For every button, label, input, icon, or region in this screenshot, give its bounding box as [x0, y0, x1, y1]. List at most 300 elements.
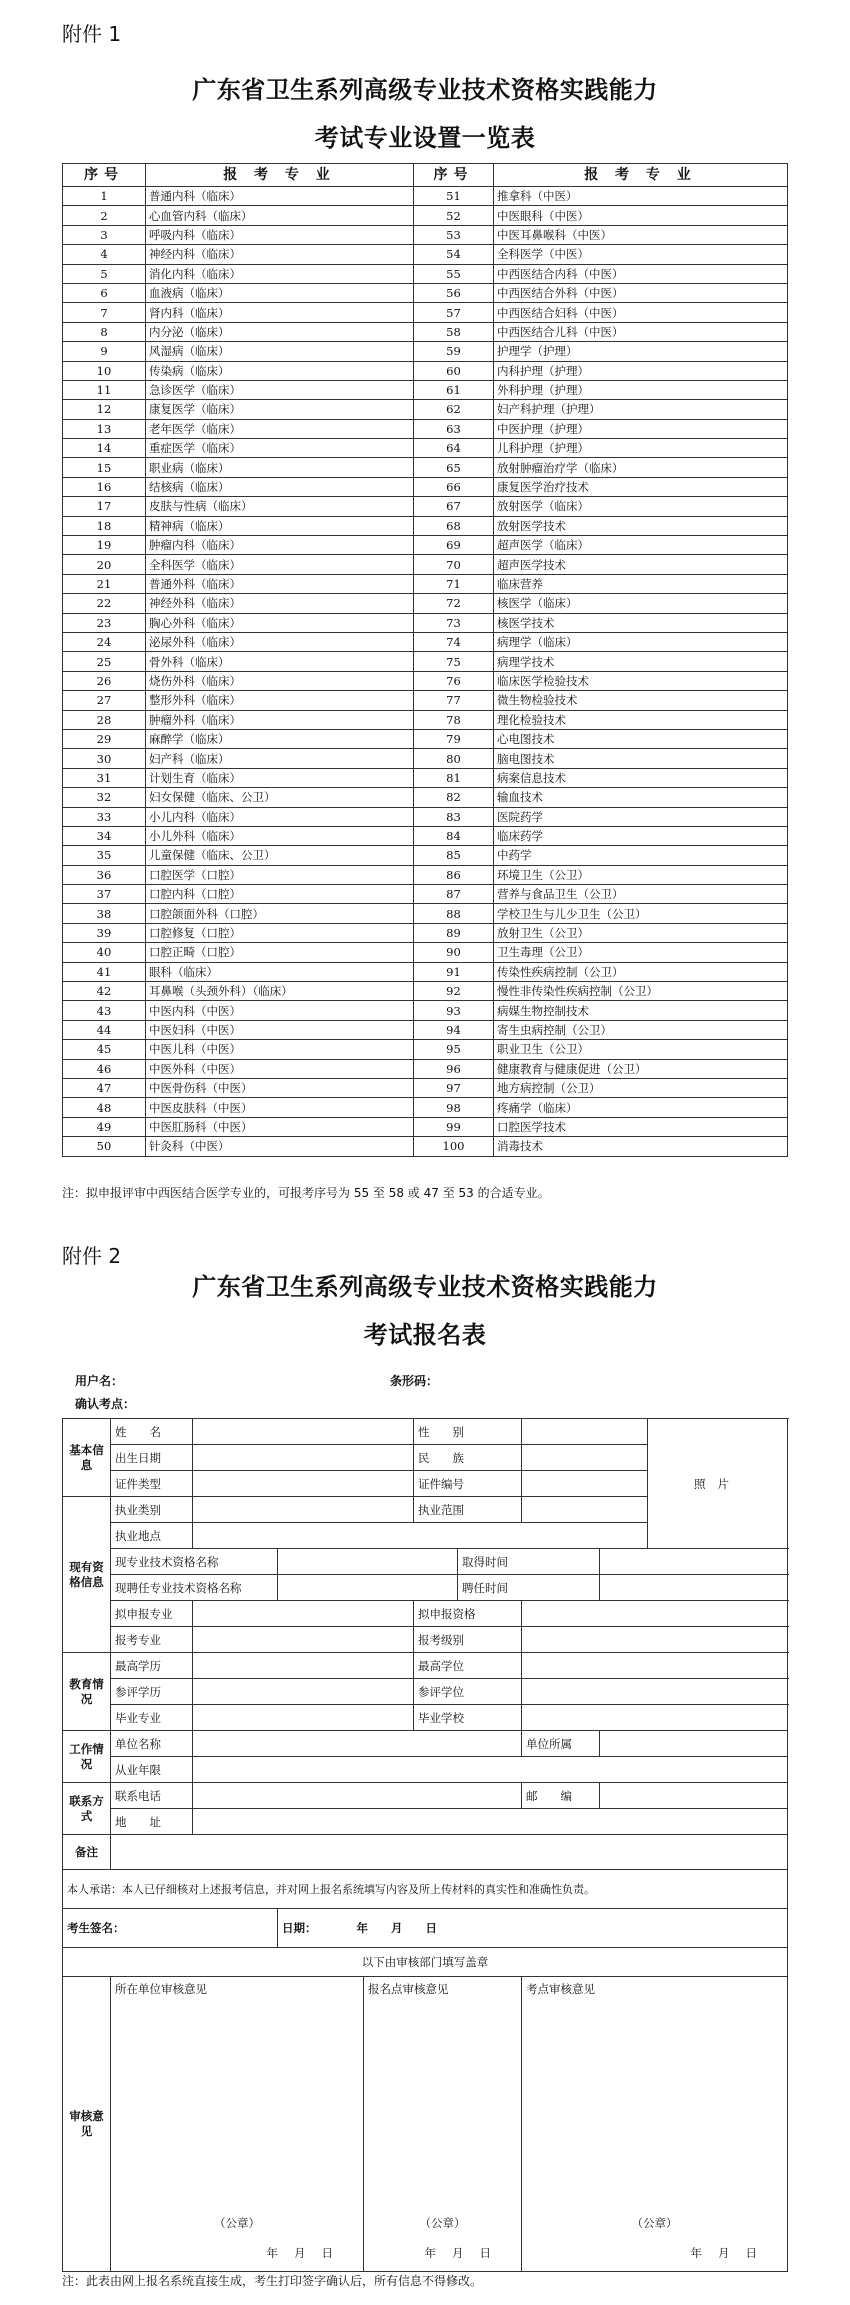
- table-row: [63, 632, 788, 651]
- audit-banner: 以下由审核部门填写盖章: [63, 1948, 788, 1977]
- obtain-time-label: 取得时间: [458, 1549, 600, 1575]
- specialty-name: 内科护理（护理）: [494, 361, 788, 380]
- specialty-seq: 26: [63, 671, 146, 690]
- attachment-1-note: 注：拟申报评审中西医结合医学专业的，可报考序号为 55 至 58 或 47 至 53 的合适专业。: [62, 1186, 550, 1200]
- gender-label: 性 别: [414, 1419, 522, 1445]
- address-label: 地 址: [111, 1809, 193, 1835]
- specialty-seq: 20: [63, 555, 146, 574]
- specialty-seq: 90: [414, 943, 494, 962]
- signature-field[interactable]: [63, 1909, 278, 1948]
- specialty-name: 麻醉学（临床）: [146, 729, 414, 748]
- specialty-name: 病案信息技术: [494, 768, 788, 787]
- postcode-label: 邮 编: [522, 1783, 600, 1809]
- attachment-2-title-line2: 考试报名表: [363, 1320, 487, 1349]
- specialty-seq: 14: [63, 439, 146, 458]
- specialty-name: 临床药学: [494, 826, 788, 845]
- specialty-name: 传染性疾病控制（公卫）: [494, 962, 788, 981]
- specialty-name: 中医儿科（中医）: [146, 1040, 414, 1059]
- specialty-name: 小儿内科（临床）: [146, 807, 414, 826]
- specialty-seq: 41: [63, 962, 146, 981]
- id-type-label: 证件类型: [111, 1471, 193, 1497]
- specialty-name: 烧伤外科（临床）: [146, 671, 414, 690]
- photo-box[interactable]: 照片: [648, 1419, 788, 1549]
- specialty-name: 医院药学: [494, 807, 788, 826]
- table-row: [63, 594, 788, 613]
- specialty-seq: 97: [414, 1078, 494, 1097]
- table-row: [63, 846, 788, 865]
- specialty-name: 神经外科（临床）: [146, 594, 414, 613]
- specialty-name: 放射医学技术: [494, 516, 788, 535]
- specialty-seq: 35: [63, 846, 146, 865]
- specialty-name: 疼痛学（临床）: [494, 1098, 788, 1117]
- specialty-name: 地方病控制（公卫）: [494, 1078, 788, 1097]
- postcode-field[interactable]: [600, 1783, 788, 1809]
- highest-degree-field[interactable]: [522, 1653, 788, 1679]
- eval-degree-field[interactable]: [522, 1679, 788, 1705]
- specialty-name: 环境卫生（公卫）: [494, 865, 788, 884]
- table-row: [63, 1137, 788, 1156]
- specialty-seq: 8: [63, 322, 146, 341]
- specialty-seq: 58: [414, 322, 494, 341]
- table-row: [63, 225, 788, 244]
- specialty-seq: 78: [414, 710, 494, 729]
- table-row: [63, 458, 788, 477]
- specialty-name: 职业病（临床）: [146, 458, 414, 477]
- practice-type-field[interactable]: [193, 1497, 414, 1523]
- section-work: 工作情况: [63, 1731, 111, 1783]
- specialty-name: 结核病（临床）: [146, 477, 414, 496]
- user-name-label: 用户名：: [75, 1374, 124, 1388]
- specialty-seq: 23: [63, 613, 146, 632]
- table-row: [63, 361, 788, 380]
- section-basic-info: 基本信息: [63, 1419, 111, 1497]
- specialty-seq: 88: [414, 904, 494, 923]
- specialty-seq: 55: [414, 264, 494, 283]
- table-row: [63, 419, 788, 438]
- specialty-name: 老年医学（临床）: [146, 419, 414, 438]
- specialty-name: 泌尿外科（临床）: [146, 632, 414, 651]
- specialty-name: 针灸科（中医）: [146, 1137, 414, 1156]
- audit-site-seal: （公章）: [419, 2216, 466, 2230]
- apply-qual-field[interactable]: [522, 1601, 788, 1627]
- gender-field[interactable]: [522, 1419, 648, 1445]
- table-row: [63, 439, 788, 458]
- specialty-name: 推拿科（中医）: [494, 187, 788, 206]
- table-row: [63, 1001, 788, 1020]
- audit-unit-title: 所在单位审核意见: [115, 1982, 207, 1996]
- specialty-seq: 24: [63, 632, 146, 651]
- specialty-name: 超声医学技术: [494, 555, 788, 574]
- work-years-label: 从业年限: [111, 1757, 193, 1783]
- eval-degree-label: 参评学位: [414, 1679, 522, 1705]
- specialty-seq: 43: [63, 1001, 146, 1020]
- specialty-seq: 57: [414, 303, 494, 322]
- specialty-name: 外科护理（护理）: [494, 380, 788, 399]
- table-row: [63, 264, 788, 283]
- table-row: [63, 187, 788, 206]
- audit-exam-box[interactable]: [522, 1977, 788, 2272]
- employer-location-field[interactable]: [600, 1731, 788, 1757]
- exam-major-label: 报考专业: [111, 1627, 193, 1653]
- specialty-seq: 1: [63, 187, 146, 206]
- specialty-name: 口腔修复（口腔）: [146, 923, 414, 942]
- specialty-name: 放射卫生（公卫）: [494, 923, 788, 942]
- specialty-name: 胸心外科（临床）: [146, 613, 414, 632]
- table-row: [63, 1117, 788, 1136]
- specialty-table: [62, 163, 788, 1157]
- specialty-seq: 45: [63, 1040, 146, 1059]
- specialty-name: 全科医学（中医）: [494, 245, 788, 264]
- specialty-seq: 4: [63, 245, 146, 264]
- audit-exam-date: 年月日: [690, 2246, 773, 2260]
- specialty-seq: 51: [414, 187, 494, 206]
- table-row: [63, 768, 788, 787]
- specialty-name: 理化检验技术: [494, 710, 788, 729]
- exam-major-field[interactable]: [193, 1627, 414, 1653]
- specialty-seq: 66: [414, 477, 494, 496]
- attachment-2-title-line1: 广东省卫生系列高级专业技术资格实践能力: [192, 1272, 658, 1301]
- table-row: [63, 574, 788, 593]
- specialty-name: 内分泌（临床）: [146, 322, 414, 341]
- specialty-name: 重症医学（临床）: [146, 439, 414, 458]
- table-row: [63, 1040, 788, 1059]
- specialty-seq: 65: [414, 458, 494, 477]
- specialty-name: 中医妇科（中医）: [146, 1020, 414, 1039]
- specialty-seq: 96: [414, 1059, 494, 1078]
- specialty-name: 口腔内科（口腔）: [146, 885, 414, 904]
- practice-scope-field[interactable]: [522, 1497, 648, 1523]
- audit-site-title: 报名点审核意见: [368, 1982, 449, 1996]
- section-audit: 审核意见: [63, 1977, 111, 2272]
- table-row: [63, 710, 788, 729]
- employer-label: 单位名称: [111, 1731, 193, 1757]
- specialty-name: 儿童保健（临床、公卫）: [146, 846, 414, 865]
- section-education: 教育情况: [63, 1653, 111, 1731]
- specialty-seq: 27: [63, 691, 146, 710]
- specialty-seq: 32: [63, 788, 146, 807]
- specialty-seq: 53: [414, 225, 494, 244]
- table-row: [63, 962, 788, 981]
- exam-level-field[interactable]: [522, 1627, 788, 1653]
- name-field[interactable]: [193, 1419, 414, 1445]
- specialty-seq: 28: [63, 710, 146, 729]
- table-row: [63, 400, 788, 419]
- specialty-seq: 72: [414, 594, 494, 613]
- specialty-seq: 9: [63, 342, 146, 361]
- specialty-seq: 50: [63, 1137, 146, 1156]
- specialty-name: 放射医学（临床）: [494, 497, 788, 516]
- birth-field[interactable]: [193, 1445, 414, 1471]
- grad-school-label: 毕业学校: [414, 1705, 522, 1731]
- eval-edu-field[interactable]: [193, 1679, 414, 1705]
- practice-scope-label: 执业范围: [414, 1497, 522, 1523]
- signature-date-field[interactable]: [278, 1909, 788, 1948]
- specialty-name: 消化内科（临床）: [146, 264, 414, 283]
- audit-unit-seal: （公章）: [214, 2216, 260, 2230]
- grad-major-field[interactable]: [193, 1705, 414, 1731]
- specialty-seq: 30: [63, 749, 146, 768]
- employer-location-label: 单位所属: [522, 1731, 600, 1757]
- address-field[interactable]: [193, 1809, 788, 1835]
- specialty-seq: 62: [414, 400, 494, 419]
- specialty-seq: 2: [63, 206, 146, 225]
- table-row: [63, 671, 788, 690]
- specialty-name: 普通外科（临床）: [146, 574, 414, 593]
- specialty-seq: 11: [63, 380, 146, 399]
- specialty-seq: 94: [414, 1020, 494, 1039]
- attachment-1-title-line2: 考试专业设置一览表: [314, 123, 536, 152]
- table-row: [63, 1098, 788, 1117]
- table-row: [63, 1020, 788, 1039]
- highest-edu-label: 最高学历: [111, 1653, 193, 1679]
- table-row: [63, 807, 788, 826]
- specialty-seq: 100: [414, 1137, 494, 1156]
- specialty-seq: 52: [414, 206, 494, 225]
- table-row: [63, 245, 788, 264]
- table-row: [63, 826, 788, 845]
- table-row: [63, 536, 788, 555]
- specialty-seq: 98: [414, 1098, 494, 1117]
- specialty-name: 小儿外科（临床）: [146, 826, 414, 845]
- table-row: [63, 613, 788, 632]
- specialty-seq: 29: [63, 729, 146, 748]
- specialty-seq: 34: [63, 826, 146, 845]
- specialty-name: 口腔颌面外科（口腔）: [146, 904, 414, 923]
- specialty-name: 中医皮肤科（中医）: [146, 1098, 414, 1117]
- table-row: [63, 303, 788, 322]
- audit-exam-seal: （公章）: [631, 2216, 678, 2230]
- remarks-field[interactable]: [111, 1835, 788, 1870]
- specialty-name: 康复医学（临床）: [146, 400, 414, 419]
- barcode-label: 条形码：: [390, 1374, 439, 1388]
- signature-label: 考生签名：: [67, 1921, 125, 1935]
- specialty-name: 核医学技术: [494, 613, 788, 632]
- specialty-name: 中医外科（中医）: [146, 1059, 414, 1078]
- id-type-field[interactable]: [193, 1471, 414, 1497]
- specialty-name: 肿瘤外科（临床）: [146, 710, 414, 729]
- header-seq-right: 序号: [414, 164, 494, 187]
- specialty-name: 脑电图技术: [494, 749, 788, 768]
- apply-qual-label: 拟申报资格: [414, 1601, 522, 1627]
- specialty-name: 肾内科（临床）: [146, 303, 414, 322]
- specialty-seq: 99: [414, 1117, 494, 1136]
- specialty-seq: 80: [414, 749, 494, 768]
- specialty-name: 全科医学（临床）: [146, 555, 414, 574]
- attachment-1-title-line1: 广东省卫生系列高级专业技术资格实践能力: [192, 75, 658, 104]
- attachment-2-note: 注：此表由网上报名系统直接生成，考生打印签字确认后，所有信息不得修改。: [62, 2274, 483, 2288]
- ethnicity-field[interactable]: [522, 1445, 648, 1471]
- specialty-name: 精神病（临床）: [146, 516, 414, 535]
- specialty-name: 皮肤与性病（临床）: [146, 497, 414, 516]
- specialty-seq: 79: [414, 729, 494, 748]
- specialty-name: 学校卫生与儿少卫生（公卫）: [494, 904, 788, 923]
- work-years-field[interactable]: [193, 1757, 788, 1783]
- specialty-seq: 49: [63, 1117, 146, 1136]
- specialty-name: 急诊医学（临床）: [146, 380, 414, 399]
- specialty-name: 输血技术: [494, 788, 788, 807]
- header-seq-left: 序号: [63, 164, 146, 187]
- specialty-seq: 21: [63, 574, 146, 593]
- audit-unit-box[interactable]: [111, 1977, 364, 2272]
- specialty-seq: 7: [63, 303, 146, 322]
- specialty-name: 计划生育（临床）: [146, 768, 414, 787]
- specialty-seq: 18: [63, 516, 146, 535]
- table-row: [63, 943, 788, 962]
- current-post-field[interactable]: [278, 1575, 458, 1601]
- specialty-seq: 33: [63, 807, 146, 826]
- birth-label: 出生日期: [111, 1445, 193, 1471]
- specialty-seq: 71: [414, 574, 494, 593]
- practice-type-label: 执业类别: [111, 1497, 193, 1523]
- audit-site-box[interactable]: [364, 1977, 522, 2272]
- id-number-field[interactable]: [522, 1471, 648, 1497]
- confirm-site-label: 确认考点：: [75, 1397, 136, 1411]
- specialty-name: 耳鼻喉（头颈外科）（临床）: [146, 982, 414, 1001]
- phone-field[interactable]: [193, 1783, 522, 1809]
- audit-site-date: 年月日: [424, 2246, 507, 2260]
- specialty-name: 中药学: [494, 846, 788, 865]
- table-row: [63, 729, 788, 748]
- specialty-seq: 46: [63, 1059, 146, 1078]
- specialty-name: 核医学（临床）: [494, 594, 788, 613]
- specialty-name: 病理学技术: [494, 652, 788, 671]
- specialty-seq: 86: [414, 865, 494, 884]
- specialty-seq: 95: [414, 1040, 494, 1059]
- grad-major-label: 毕业专业: [111, 1705, 193, 1731]
- ethnicity-label: 民 族: [414, 1445, 522, 1471]
- attachment-1-label: 附件 1: [62, 22, 122, 46]
- specialty-name: 临床营养: [494, 574, 788, 593]
- specialty-name: 整形外科（临床）: [146, 691, 414, 710]
- hire-time-label: 聘任时间: [458, 1575, 600, 1601]
- table-row: [63, 885, 788, 904]
- specialty-name: 口腔医学（口腔）: [146, 865, 414, 884]
- table-row: [63, 652, 788, 671]
- specialty-seq: 59: [414, 342, 494, 361]
- header-major-right: 报 考 专 业: [494, 164, 788, 187]
- table-row: [63, 555, 788, 574]
- table-row: [63, 1059, 788, 1078]
- audit-unit-date: 年月日: [266, 2246, 349, 2260]
- hire-time-field[interactable]: [600, 1575, 788, 1601]
- specialty-name: 护理学（护理）: [494, 342, 788, 361]
- header-major-left: 报 考 专 业: [146, 164, 414, 187]
- practice-place-field[interactable]: [193, 1523, 648, 1549]
- table-row: [63, 322, 788, 341]
- specialty-seq: 25: [63, 652, 146, 671]
- apply-major-field[interactable]: [193, 1601, 414, 1627]
- table-row: [63, 206, 788, 225]
- signature-date-format: 年 月 日: [356, 1921, 437, 1935]
- specialty-name: 风湿病（临床）: [146, 342, 414, 361]
- specialty-seq: 83: [414, 807, 494, 826]
- specialty-seq: 17: [63, 497, 146, 516]
- table-row: [63, 477, 788, 496]
- specialty-name: 慢性非传染性疾病控制（公卫）: [494, 982, 788, 1001]
- specialty-seq: 47: [63, 1078, 146, 1097]
- specialty-seq: 93: [414, 1001, 494, 1020]
- specialty-seq: 39: [63, 923, 146, 942]
- specialty-name: 寄生虫病控制（公卫）: [494, 1020, 788, 1039]
- specialty-seq: 38: [63, 904, 146, 923]
- specialty-name: 传染病（临床）: [146, 361, 414, 380]
- highest-degree-label: 最高学位: [414, 1653, 522, 1679]
- current-post-label: 现聘任专业技术资格名称: [111, 1575, 278, 1601]
- highest-edu-field[interactable]: [193, 1653, 414, 1679]
- specialty-name: 超声医学（临床）: [494, 536, 788, 555]
- current-qual-label: 现专业技术资格名称: [111, 1549, 278, 1575]
- specialty-seq: 75: [414, 652, 494, 671]
- specialty-seq: 19: [63, 536, 146, 555]
- grad-school-field[interactable]: [522, 1705, 788, 1731]
- specialty-name: 中医耳鼻喉科（中医）: [494, 225, 788, 244]
- specialty-name: 口腔医学技术: [494, 1117, 788, 1136]
- attachment-2-label: 附件 2: [62, 1244, 122, 1268]
- specialty-name: 妇产科（临床）: [146, 749, 414, 768]
- specialty-name: 康复医学治疗技术: [494, 477, 788, 496]
- specialty-name: 中医骨伤科（中医）: [146, 1078, 414, 1097]
- specialty-name: 病媒生物控制技术: [494, 1001, 788, 1020]
- table-row: [63, 982, 788, 1001]
- specialty-seq: 13: [63, 419, 146, 438]
- specialty-seq: 74: [414, 632, 494, 651]
- specialty-name: 中西医结合内科（中医）: [494, 264, 788, 283]
- specialty-seq: 68: [414, 516, 494, 535]
- specialty-seq: 44: [63, 1020, 146, 1039]
- specialty-name: 呼吸内科（临床）: [146, 225, 414, 244]
- specialty-seq: 82: [414, 788, 494, 807]
- specialty-seq: 37: [63, 885, 146, 904]
- specialty-name: 放射肿瘤治疗学（临床）: [494, 458, 788, 477]
- specialty-name: 心血管内科（临床）: [146, 206, 414, 225]
- specialty-seq: 31: [63, 768, 146, 787]
- specialty-name: 中医肛肠科（中医）: [146, 1117, 414, 1136]
- specialty-name: 职业卫生（公卫）: [494, 1040, 788, 1059]
- specialty-name: 中医护理（护理）: [494, 419, 788, 438]
- specialty-seq: 16: [63, 477, 146, 496]
- specialty-seq: 67: [414, 497, 494, 516]
- name-label: 姓 名: [111, 1419, 193, 1445]
- specialty-seq: 60: [414, 361, 494, 380]
- specialty-name: 肿瘤内科（临床）: [146, 536, 414, 555]
- specialty-seq: 64: [414, 439, 494, 458]
- table-row: [63, 380, 788, 399]
- specialty-seq: 3: [63, 225, 146, 244]
- specialty-seq: 10: [63, 361, 146, 380]
- specialty-name: 普通内科（临床）: [146, 187, 414, 206]
- specialty-name: 中医眼科（中医）: [494, 206, 788, 225]
- practice-place-label: 执业地点: [111, 1523, 193, 1549]
- specialty-name: 临床医学检验技术: [494, 671, 788, 690]
- specialty-name: 眼科（临床）: [146, 962, 414, 981]
- current-qual-field[interactable]: [278, 1549, 458, 1575]
- table-row: [63, 749, 788, 768]
- specialty-seq: 36: [63, 865, 146, 884]
- specialty-name: 营养与食品卫生（公卫）: [494, 885, 788, 904]
- specialty-seq: 84: [414, 826, 494, 845]
- table-row: [63, 342, 788, 361]
- table-row: [63, 497, 788, 516]
- table-row: [63, 1078, 788, 1097]
- specialty-name: 中医内科（中医）: [146, 1001, 414, 1020]
- table-row: [63, 691, 788, 710]
- exam-level-label: 报考级别: [414, 1627, 522, 1653]
- employer-field[interactable]: [193, 1731, 522, 1757]
- obtain-time-field[interactable]: [600, 1549, 788, 1575]
- specialty-seq: 85: [414, 846, 494, 865]
- specialty-name: 妇女保健（临床、公卫）: [146, 788, 414, 807]
- specialty-seq: 22: [63, 594, 146, 613]
